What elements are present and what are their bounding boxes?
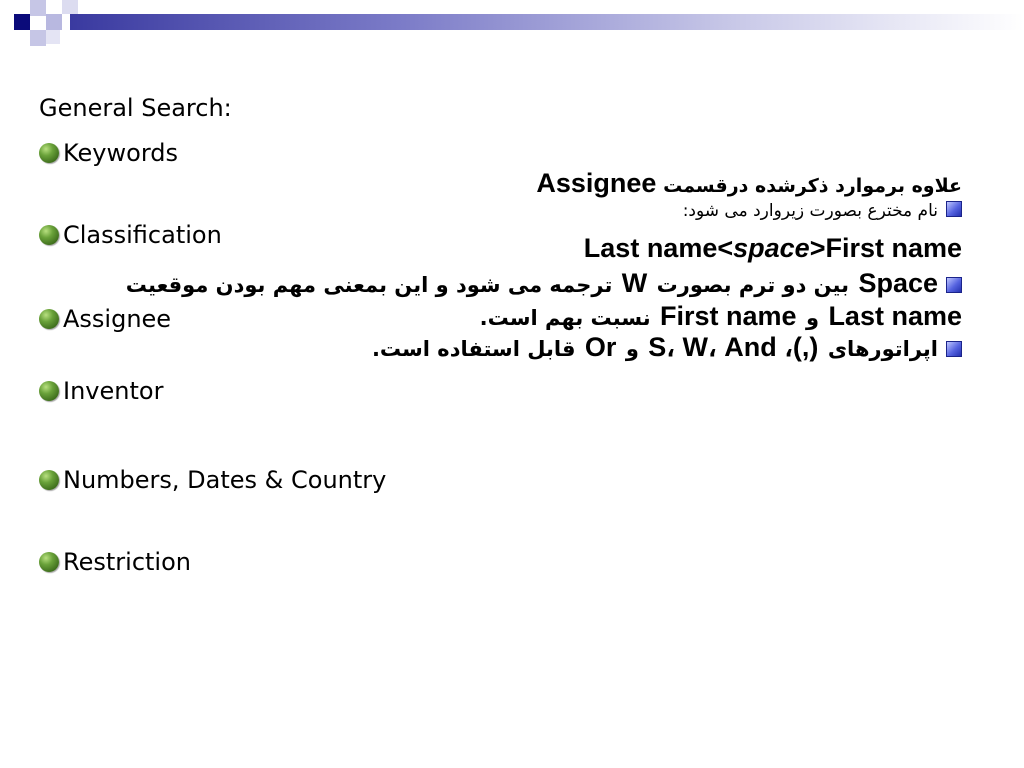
and-word: و — [805, 306, 820, 330]
menu-item-label: Assignee — [63, 305, 172, 333]
line5-text: نسبت بهم است. — [479, 306, 651, 330]
explanation-line-1 — [12, 168, 962, 199]
first-name-word: First name — [660, 301, 797, 331]
menu-item-restriction[interactable] — [39, 548, 191, 576]
assignee-term: Assignee — [536, 168, 657, 198]
line6-text-2: قابل استفاده است. — [371, 337, 576, 361]
green-ball-icon — [39, 381, 59, 401]
header-square-light-icon — [30, 30, 46, 46]
blue-square-icon — [946, 341, 962, 357]
operators-list: (,)، S، W، And — [648, 332, 819, 362]
w-operator: W — [621, 268, 648, 298]
menu-item-label: Restriction — [63, 548, 191, 576]
header-square-light-icon — [46, 14, 62, 30]
line2-text: نام مخترع بصورت زیروارد می شود: — [682, 201, 938, 221]
last-name-term: Last name< — [583, 233, 734, 263]
header-square-pale-icon — [46, 30, 60, 44]
last-name-word: Last name — [828, 301, 962, 331]
blue-square-icon — [946, 201, 962, 217]
operators-label: اپراتورهای — [827, 337, 938, 361]
menu-item-label: Keywords — [63, 139, 179, 167]
and-word: و — [625, 337, 639, 361]
header-gradient-bar — [70, 14, 1024, 30]
green-ball-icon — [39, 552, 59, 572]
header-square-dark-icon — [14, 14, 30, 30]
header-decoration — [0, 0, 1024, 60]
menu-item-label: Inventor — [63, 377, 164, 405]
line4-text-2: ترجمه می شود و این بمعنی مهم بودن موقعیت — [125, 273, 613, 297]
green-ball-icon — [39, 470, 59, 490]
space-term: space — [733, 233, 810, 263]
inventor-explanation — [12, 160, 962, 363]
space-word: Space — [858, 268, 938, 298]
menu-item-numbers-dates-country[interactable] — [39, 466, 386, 494]
explanation-line-6 — [12, 332, 962, 363]
menu-item-label: Numbers, Dates & Country — [63, 466, 387, 494]
line4-text: بین دو ترم بصورت — [656, 273, 850, 297]
explanation-line-5 — [12, 301, 962, 332]
general-search-title: General Search: — [39, 94, 232, 122]
name-format-line — [12, 233, 962, 264]
header-square-pale-icon — [62, 0, 78, 14]
menu-item-label: Classification — [63, 221, 222, 249]
line1-text: علاوه برموارد ذکرشده درقسمت — [663, 175, 962, 197]
header-square-light-icon — [30, 0, 46, 16]
explanation-line-4 — [12, 268, 962, 299]
blue-square-icon — [946, 277, 962, 293]
first-name-term: >First name — [809, 233, 962, 263]
or-operator: Or — [584, 332, 617, 362]
explanation-line-2 — [12, 201, 962, 221]
menu-item-inventor[interactable] — [39, 377, 163, 405]
